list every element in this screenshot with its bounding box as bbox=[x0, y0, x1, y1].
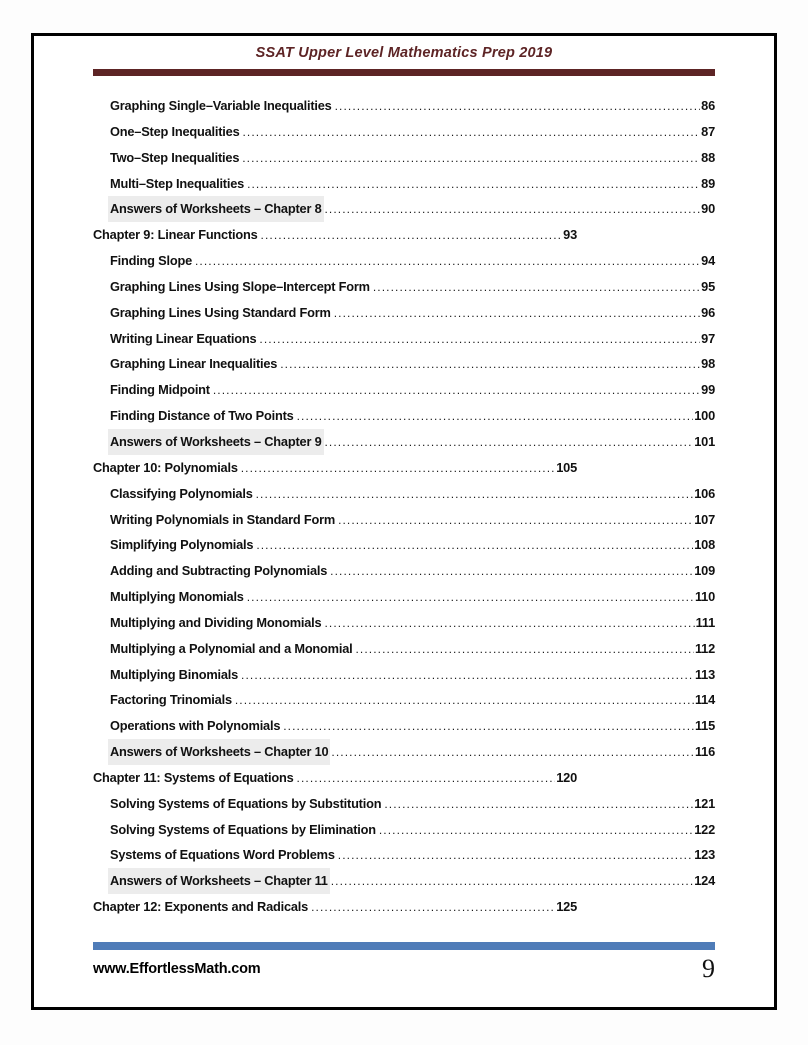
dot-leader bbox=[338, 507, 693, 534]
dot-leader bbox=[259, 326, 700, 353]
toc-entry[interactable] bbox=[93, 662, 715, 688]
toc-entry[interactable] bbox=[93, 326, 715, 352]
toc-entry-page: 125 bbox=[556, 899, 577, 915]
toc-entry-label: Chapter 10: Polynomials bbox=[93, 459, 238, 475]
toc-entry[interactable] bbox=[93, 558, 715, 584]
toc-entry[interactable] bbox=[93, 222, 577, 248]
toc-entry-label: Answers of Worksheets – Chapter 9 bbox=[110, 429, 322, 455]
toc-entry-label: Graphing Single–Variable Inequalities bbox=[110, 98, 332, 113]
toc-entry-page: 110 bbox=[694, 589, 715, 605]
dot-leader bbox=[373, 274, 700, 301]
toc-entry-label: Graphing Lines Using Slope–Intercept Form bbox=[110, 278, 370, 294]
toc-entry-page: 122 bbox=[694, 821, 715, 837]
website-link[interactable]: www.EffortlessMath.com bbox=[93, 961, 261, 977]
toc-entry-label: Writing Linear Equations bbox=[110, 330, 257, 346]
header-rule bbox=[93, 69, 715, 76]
toc-entry-label: Chapter 12: Exponents and Radicals bbox=[93, 899, 309, 915]
toc-entry-label: Graphing Lines Using Standard Form bbox=[110, 304, 331, 320]
toc-entry-page: 111 bbox=[695, 614, 715, 630]
toc-entry-label: One–Step Inequalities bbox=[110, 123, 240, 139]
dot-leader bbox=[355, 636, 693, 663]
toc-entry-label: Solving Systems of Equations by Elimination bbox=[110, 821, 376, 837]
toc-entry[interactable] bbox=[93, 868, 715, 894]
dot-leader bbox=[241, 662, 694, 689]
toc-entry-label: Finding Distance of Two Points bbox=[110, 408, 294, 424]
dot-leader bbox=[256, 532, 693, 559]
toc-entry-label: Operations with Polynomials bbox=[110, 718, 281, 734]
toc-entry[interactable] bbox=[93, 455, 577, 481]
dot-leader bbox=[247, 584, 694, 611]
toc-entry[interactable] bbox=[93, 196, 715, 222]
toc-entry-label: Answers of Worksheets – Chapter 11 bbox=[110, 868, 328, 894]
toc-entry-page: 106 bbox=[694, 485, 715, 501]
toc-entry-page: 101 bbox=[694, 433, 715, 449]
toc-entry[interactable] bbox=[93, 791, 715, 817]
dot-leader bbox=[334, 300, 700, 327]
toc-entry-page: 87 bbox=[701, 123, 715, 139]
dot-leader bbox=[330, 558, 693, 585]
footer-rule bbox=[93, 942, 715, 950]
dot-leader bbox=[241, 455, 555, 482]
toc-entry[interactable] bbox=[93, 817, 715, 843]
toc-entry-page: 120 bbox=[556, 769, 577, 785]
toc-entry-page: 123 bbox=[694, 847, 715, 863]
toc-entry[interactable] bbox=[93, 403, 715, 429]
book-title: SSAT Upper Level Mathematics Prep 2019 bbox=[255, 45, 553, 61]
toc-entry[interactable] bbox=[93, 507, 715, 533]
toc-entry-page: 108 bbox=[694, 537, 715, 553]
toc-entry-label: Adding and Subtracting Polynomials bbox=[110, 563, 328, 579]
toc-entry-label: Factoring Trinomials bbox=[110, 692, 232, 708]
toc-entry-label: Classifying Polynomials bbox=[110, 485, 253, 501]
toc-entry-page: 97 bbox=[701, 330, 715, 346]
toc-entry-label: Finding Midpoint bbox=[110, 382, 210, 398]
toc-entry-label: Simplifying Polynomials bbox=[110, 537, 254, 553]
toc-entry-page: 107 bbox=[694, 511, 715, 527]
toc-entry-page: 116 bbox=[694, 744, 715, 760]
toc-entry-page: 90 bbox=[701, 201, 715, 217]
toc-entry[interactable] bbox=[93, 93, 715, 119]
dot-leader bbox=[261, 222, 563, 249]
toc-entry[interactable] bbox=[93, 687, 715, 713]
toc-entry-label: Multiplying Binomials bbox=[110, 666, 239, 682]
dot-leader bbox=[331, 868, 694, 895]
toc-entry-page: 95 bbox=[701, 278, 715, 294]
toc-entry[interactable] bbox=[93, 894, 577, 920]
dot-leader bbox=[280, 351, 700, 378]
toc-entry-page: 121 bbox=[694, 795, 715, 811]
toc-entry-label: Systems of Equations Word Problems bbox=[110, 847, 335, 863]
toc-entry[interactable] bbox=[93, 584, 715, 610]
toc-entry-label: Solving Systems of Equations by Substitution bbox=[110, 795, 382, 811]
dot-leader bbox=[213, 377, 700, 404]
toc-entry-label: Graphing Linear Inequalities bbox=[110, 356, 278, 372]
dot-leader bbox=[324, 610, 694, 637]
toc-entry[interactable] bbox=[93, 765, 577, 791]
toc-entry-page: 105 bbox=[556, 459, 577, 475]
toc-entry-label: Chapter 9: Linear Functions bbox=[93, 227, 258, 243]
dot-leader bbox=[195, 248, 700, 275]
dot-leader bbox=[235, 687, 694, 714]
toc-entry-label: Multiplying and Dividing Monomials bbox=[110, 614, 322, 630]
toc-entry-page: 124 bbox=[694, 873, 715, 889]
toc-entry-label: Finding Slope bbox=[110, 253, 192, 269]
dot-leader bbox=[283, 713, 694, 740]
dot-leader bbox=[297, 765, 556, 792]
dot-leader bbox=[335, 93, 701, 120]
toc-entry[interactable] bbox=[93, 248, 715, 274]
toc-entry[interactable] bbox=[93, 145, 715, 171]
page-border-frame bbox=[31, 33, 777, 1010]
toc-entry[interactable] bbox=[93, 351, 715, 377]
toc-entry-label: Answers of Worksheets – Chapter 8 bbox=[110, 196, 322, 222]
toc-entry-page: 113 bbox=[694, 666, 715, 682]
toc-entry[interactable] bbox=[93, 610, 715, 636]
toc-entry[interactable] bbox=[93, 300, 715, 326]
page-number: 9 bbox=[702, 954, 715, 983]
table-of-contents bbox=[93, 93, 715, 920]
toc-entry-page: 100 bbox=[694, 408, 715, 424]
dot-leader bbox=[311, 894, 555, 921]
dot-leader bbox=[384, 791, 693, 818]
toc-entry-label: Multi–Step Inequalities bbox=[110, 175, 245, 191]
toc-entry[interactable] bbox=[93, 377, 715, 403]
dot-leader bbox=[331, 739, 694, 766]
toc-entry[interactable] bbox=[93, 119, 715, 145]
toc-entry-page: 99 bbox=[701, 382, 715, 398]
toc-entry-page: 112 bbox=[694, 640, 715, 656]
toc-entry-label: Chapter 11: Systems of Equations bbox=[93, 769, 294, 785]
toc-entry-page: 98 bbox=[701, 356, 715, 372]
dot-leader bbox=[256, 481, 694, 508]
dot-leader bbox=[297, 403, 694, 430]
toc-entry-page: 115 bbox=[694, 718, 715, 734]
toc-entry-page: 89 bbox=[701, 175, 715, 191]
toc-entry-page: 114 bbox=[694, 692, 715, 708]
toc-entry[interactable] bbox=[93, 713, 715, 739]
dot-leader bbox=[338, 842, 693, 869]
toc-entry[interactable] bbox=[93, 171, 715, 197]
dot-leader bbox=[379, 817, 693, 844]
toc-entry-label: Two–Step Inequalities bbox=[110, 149, 240, 165]
toc-entry-label: Multiplying Monomials bbox=[110, 589, 244, 605]
toc-entry[interactable] bbox=[93, 481, 715, 507]
dot-leader bbox=[325, 196, 701, 223]
toc-entry-page: 94 bbox=[701, 253, 715, 269]
dot-leader bbox=[325, 429, 694, 456]
toc-entry-page: 86 bbox=[701, 98, 715, 113]
toc-entry-label: Multiplying a Polynomial and a Monomial bbox=[110, 640, 353, 656]
toc-entry-page: 109 bbox=[694, 563, 715, 579]
dot-leader bbox=[247, 171, 700, 198]
toc-entry-label: Writing Polynomials in Standard Form bbox=[110, 511, 336, 527]
toc-entry[interactable] bbox=[93, 636, 715, 662]
toc-entry-label: Answers of Worksheets – Chapter 10 bbox=[110, 739, 328, 765]
dot-leader bbox=[243, 119, 701, 146]
dot-leader bbox=[242, 145, 700, 172]
toc-entry-page: 93 bbox=[563, 227, 577, 243]
footer bbox=[93, 951, 715, 987]
toc-entry[interactable] bbox=[93, 429, 715, 455]
toc-entry-page: 88 bbox=[701, 149, 715, 165]
toc-entry[interactable] bbox=[93, 842, 715, 868]
toc-entry[interactable] bbox=[93, 739, 715, 765]
toc-entry[interactable] bbox=[93, 532, 715, 558]
toc-entry[interactable] bbox=[93, 274, 715, 300]
toc-entry-page: 96 bbox=[701, 304, 715, 320]
